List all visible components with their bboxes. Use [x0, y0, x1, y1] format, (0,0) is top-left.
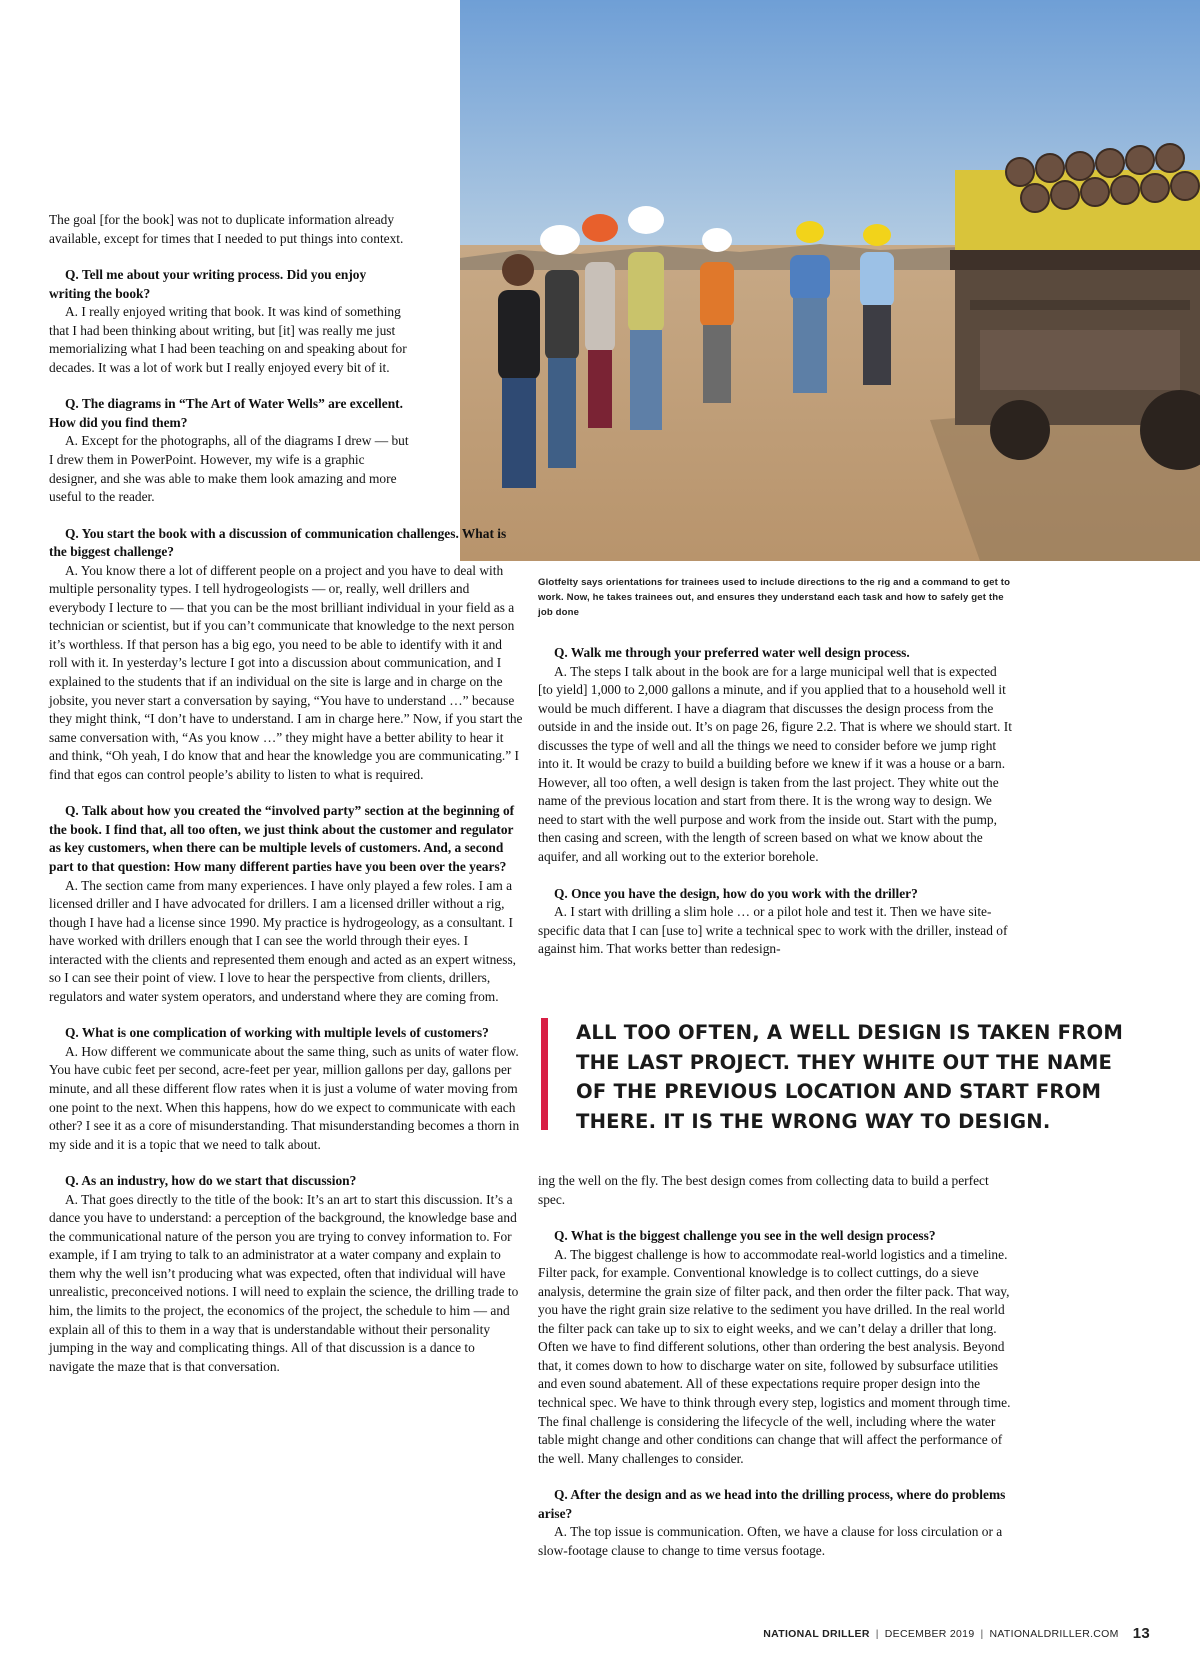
qa-block	[49, 266, 411, 377]
answer: A. You know there a lot of different people on a project and you have to deal with multiple personality types. I tell hydrogeologists — or, really, well drillers and everybody I lecture to — that you can be the most brilliant individual in your field as a technician or scientist, but if you can’t communicate that knowledge to the next person it’s worthless. If that person has a big ego, you need to be able to identify with it and roll with it. In yesterday’s lecture I got into a discussion about communication, and I explained to the students that if an individual on the site is large and in charge on the jobsite, you never start a conversation by saying, “You have to understand …” because they might think, “I don’t have to understand. I am in charge here.” Now, if you start the same conversation with, “As you know …” they might have a better ability to hear it and think, “Oh yeah, I do know that and hear the knowledge you are communicating.” I find that egos can control people’s ability to listen to what is required.	[49, 562, 523, 782]
answer: A. The steps I talk about in the book are for a large municipal well that is expected [to yield] 1,000 to 2,000 gallons a minute, and if you applied that to a household well it would be much different. I have a diagram that discusses the design process from the outside in and the inside out. It’s on page 26, figure 2.2. That is where we should start. It discusses the type of well and all the things we need to consider before we jump right into it. It would be crazy to build a building before we knew if it was a house or a barn. However, all too often, a well design is taken from the last project. They white out the name of the previous location and start from there. It is the wrong way to design. We need to start with the well purpose and work from the inside out. Start with the pump, then casing and screen, with the length of screen based on what we know about the aquifer, and all working out to the exterior borehole.	[538, 663, 1012, 865]
question: Q. After the design and as we head into the drilling process, where do problems arise?	[538, 1487, 1006, 1521]
answer: A. I start with drilling a slim hole … or a pilot hole and test it. Then we have site-specific data that I can [use to] write a technical spec to work with the driller, instead of against him. That works better than redesign-	[538, 904, 1008, 957]
continued-paragraph	[538, 1172, 1012, 1209]
qa-block	[49, 1024, 523, 1154]
qa-block	[49, 525, 523, 785]
question: Q. Once you have the design, how do you work with the driller?	[554, 885, 918, 901]
question: Q. As an industry, how do we start that discussion?	[65, 1173, 357, 1189]
answer: A. I really enjoyed writing that book. It was kind of something that I had been thinking about writing, but [it] was really me just memorializing what I had been teaching on and speaking about for decades. It was a lot of work but I really enjoyed every bit of it.	[49, 304, 407, 375]
pull-quote	[541, 1018, 1136, 1133]
qa-block	[538, 885, 1012, 959]
intro-text: The goal [for the book] was not to duplicate information already available, except for times that I needed to put things into context.	[49, 212, 404, 246]
question: Q. Walk me through your preferred water well design process.	[554, 645, 910, 660]
left-column	[49, 211, 523, 1394]
right-column-top	[538, 644, 1012, 977]
pull-quote-text: ALL TOO OFTEN, A WELL DESIGN IS TAKEN FROM THE LAST PROJECT. THEY WHITE OUT THE NAME OF THE PREVIOUS LOCATION AND START FROM THERE. IT IS THE WRONG WAY TO DESIGN.	[576, 1021, 1124, 1133]
qa-block	[538, 644, 1012, 867]
continuation-text: ing the well on the fly. The best design comes from collecting data to build a perfect spec.	[538, 1173, 989, 1207]
jobsite-photo	[460, 0, 1200, 561]
page-footer	[763, 1625, 1150, 1642]
intro-paragraph	[49, 211, 411, 248]
question: Q. What is the biggest challenge you see in the well design process?	[554, 1228, 936, 1244]
right-column-bottom	[538, 1172, 1012, 1578]
question: Q. Tell me about your writing process. Did you enjoy writing the book?	[49, 267, 367, 301]
page-number: 13	[1132, 1625, 1150, 1642]
answer: A. Except for the photographs, all of the diagrams I drew — but I drew them in PowerPoint. However, my wife is a graphic designer, and she was able to make them look amazing and more useful to the reader.	[49, 433, 409, 505]
question: Q. The diagrams in “The Art of Water Wells” are excellent. How did you find them?	[49, 396, 403, 430]
qa-block	[49, 1172, 523, 1376]
website-link[interactable]: NATIONALDRILLER.COM	[989, 1628, 1119, 1640]
answer: A. The biggest challenge is how to accommodate real-world logistics and a timeline. Filter pack, for example. Conventional knowledge is to collect cuttings, do a sieve analysis, determine the grain size of filter pack, and then order the filter pack. That way, you have the right grain size relative to the sediment you have drilled. In the real world the filter pack can take up to six to eight weeks, and we can’t delay a driller that long. Often we have to find different solutions, other than ordering the best analysis. Beyond that, it comes down to how to discharge water on site, followed by subsurface utilities and even sound abatement. All of these expectations require proper design into the technical spec. We have to think through every step, logistics and moment through time. The final challenge is considering the lifecycle of the well, including where the water table might change and other conditions can change that will affect the performance of the well. Many challenges to consider.	[538, 1246, 1011, 1466]
question: Q. You start the book with a discussion of communication challenges. What is the biggest challenge?	[49, 525, 507, 560]
footer-separator: |	[875, 1628, 879, 1640]
qa-block	[49, 802, 523, 1006]
qa-block	[49, 395, 411, 506]
qa-block	[538, 1486, 1012, 1560]
photo-illustration	[460, 0, 1200, 561]
answer: A. The top issue is communication. Often, we have a clause for loss circulation or a slow-footage clause to change to time versus footage.	[538, 1524, 1003, 1558]
question: Q. What is one complication of working with multiple levels of customers?	[65, 1025, 489, 1041]
photo-caption: Glotfelty says orientations for trainees used to include directions to the rig and a command to get to work. Now, he takes trainees out, and ensures they understand each task and how to safely get the job done	[538, 577, 1011, 618]
footer-separator: |	[980, 1628, 984, 1640]
answer: A. How different we communicate about the same thing, such as units of water flow. You have cubic feet per second, acre-feet per year, million gallons per day, gallons per minute, and all these different flow rates when it is just a volume of water moving from one point to the next. When this happens, how do we expect to communicate with each other? I see it as a core of misunderstanding. That misunderstanding becomes a thorn in my side and it is a topic that we need to talk about.	[49, 1043, 520, 1152]
question: Q. Talk about how you created the “involved party” section at the beginning of the book. I find that, all too often, we just think about the customer and regulator as key customers, when there can be multiple levels of customers. And, a second part to that question: How many different parties have you been over the years?	[49, 803, 515, 874]
answer: A. That goes directly to the title of the book: It’s an art to start this discussion. It’s a dance you have to understand: a perception of the background, the knowledge base and the communicational nature of the person you are trying to convey information to. For example, if I am trying to talk to an administrator at a water company and explain to them why the well isn’t producing what was expected, often that individual will have unrealistic, preconceived notions. I will need to explain the science, the drilling trade to him, the limits to the project, the economics of the project, the schedule to him — and explain all of this to them in a way that is understandable without their personality jumping in the way and complicating things. All of that discussion is a dance to navigate the maze that is that conversation.	[49, 1191, 519, 1374]
publication-name: NATIONAL DRILLER	[763, 1628, 870, 1640]
answer: A. The section came from many experiences. I have only played a few roles. I am a licensed driller and I have advocated for drillers. I am a licensed driller without a rig, though I have had a license since 1990. My practice is hydrogeology, as a consultant. I have worked with drillers enough that I can see the world through their eyes. I interacted with the clients and represented them enough and acted as an expert witness, so I can see their point of view. I love to hear the perspective from clients, drillers, regulators and water system operators, and understand where they are coming from.	[49, 877, 517, 1004]
qa-block	[538, 1227, 1012, 1468]
issue-date: DECEMBER 2019	[884, 1628, 975, 1640]
